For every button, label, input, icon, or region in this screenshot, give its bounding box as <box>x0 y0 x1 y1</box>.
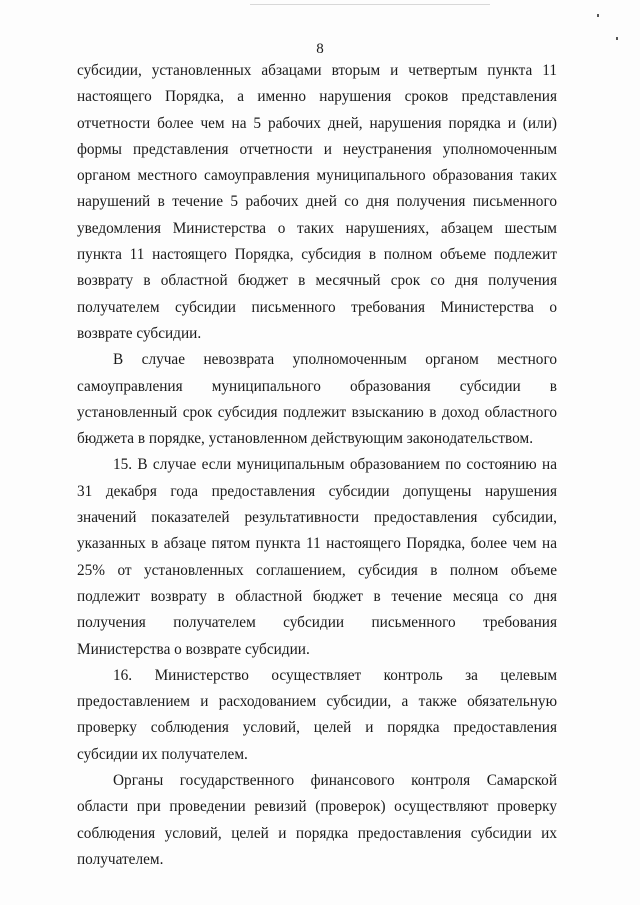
paragraph-clause-15: 15. В случае если муниципальным образованием по состоянию на 31 декабря года предоставления субсидии допущены нарушения значений показателей результативности предоставления субсидии, указанных в абзаце пятом пункта 11 настоящего Порядка, более чем на 25% от установленных соглашением, субсидия в полном объеме подлежит возврату в областной бюджет в течение месяца со дня получения получателем субсидии письменного требования Министерства о возврате субсидии. <box>77 456 557 658</box>
document-body <box>77 58 557 873</box>
paragraph-clause-16: 16. Министерство осуществляет контроль за целевым предоставлением и расходованием субсидии, а также обязательную проверку соблюдения условий, целей и порядка предоставления субсидии их получателем. <box>77 666 557 763</box>
paragraph-financial-control: Органы государственного финансового контроля Самарской области при проведении ревизий (проверок) осуществляют проверку соблюдения условий, целей и порядка предоставления субсидии их получателем. <box>77 772 557 868</box>
paragraph-continuation: субсидии, установленных абзацами вторым и четвертым пункта 11 настоящего Порядка, а именно нарушения сроков представления отчетности более чем на 5 рабочих дней, нарушения порядка и (или) формы представления отчетности и неустранения уполномоченным органом местного самоуправления муниципального образования таких нарушений в течение 5 рабочих дней со дня получения письменного уведомления Министерства о таких нарушениях, абзацем шестым пункта 11 настоящего Порядка, субсидия в полном объеме подлежит возврату в областной бюджет в месячный срок со дня получения получателем субсидии письменного требования Министерства о возврате субсидии. <box>77 62 557 342</box>
page-number: 8 <box>316 41 324 57</box>
scan-edge-line <box>250 4 490 5</box>
scan-speck <box>597 14 599 17</box>
paragraph-non-return: В случае невозврата уполномоченным органом местного самоуправления муниципального образования субсидии в установленный срок субсидия подлежит взысканию в доход областного бюджета в порядке, установленном действующим законодательством. <box>77 351 557 448</box>
